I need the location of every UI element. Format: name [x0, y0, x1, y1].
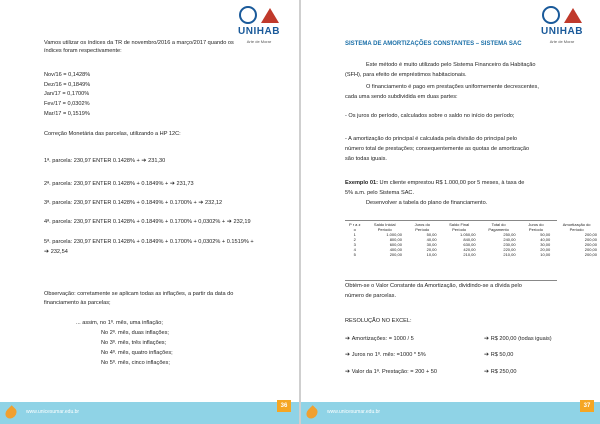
- month-line: No 4º. mês, quatro inflações;: [101, 350, 173, 356]
- calc-result: 232,19: [233, 219, 251, 225]
- table-cell: 600,00: [389, 242, 402, 247]
- leaf-icon: [304, 405, 320, 421]
- excel-value-row: [484, 352, 513, 359]
- arrow-right-icon: ➔: [198, 200, 206, 206]
- month-line: No 2º. mês, duas inflações;: [101, 330, 169, 336]
- resolucao-title: RESOLUÇÃO NO EXCEL:: [345, 318, 412, 324]
- bullet-juros: - Os juros do período, calculados sobre o saldo no início do período;: [345, 113, 515, 119]
- index-dez: Dez/16 = 0,1849%: [44, 82, 91, 88]
- table-cell: 200,00: [584, 232, 597, 237]
- assim-line: ... assim, no 1º. mês, uma inflação;: [76, 320, 163, 326]
- calc-result: 231,30: [148, 158, 166, 164]
- arrow-right-icon: ➔: [345, 369, 352, 375]
- table-cell: 840,00: [463, 237, 476, 242]
- table-cell: 4: [353, 247, 356, 252]
- table-cell: 1.050,00: [460, 232, 476, 237]
- index-jan: Jan/17 = 0,1700%: [44, 91, 90, 97]
- table-cell: 10,00: [540, 252, 551, 257]
- example-line-2: 5% a.m. pelo Sistema SAC.: [345, 190, 415, 196]
- excel-value: R$ 50,00: [490, 352, 514, 358]
- table-cell: 3: [353, 242, 356, 247]
- section-heading: SISTEMA DE AMORTIZAÇÕES CONSTANTES – SISTEMA SAC: [345, 41, 522, 47]
- calc-5-line-1: 5ª. parcela: 230,97 ENTER 0.1428% + 0.1849% + 0.1700% + 0,0302% + 0.1519% +: [44, 239, 254, 245]
- excel-row: [345, 369, 437, 376]
- table-cell: 1.000,00: [386, 232, 402, 237]
- paragraph-line: cada uma sendo subdividida em duas partes:: [345, 94, 458, 100]
- page-number: 37: [580, 400, 594, 412]
- month-line: No 3º. mês, três inflações;: [101, 340, 167, 346]
- sac-table: [345, 222, 600, 257]
- index-fev: Fev/17 = 0,0302%: [44, 101, 90, 107]
- calc-row: [44, 181, 194, 188]
- header-amortizacao: Amortização do Período: [562, 222, 591, 232]
- table-cell: 1: [353, 232, 356, 237]
- example-text: Um cliente emprestou R$ 1.000,00 por 5 meses, à taxa de: [377, 180, 525, 186]
- table-cell: 2: [353, 237, 356, 242]
- header-saldo-final: Saldo Final Período: [449, 222, 470, 232]
- arrow-right-icon: ➔: [44, 249, 51, 255]
- index-nov: Nov/16 = 0,1428%: [44, 72, 91, 78]
- bullet-amortizacao-line: número total de prestações; consequentemente as quotas de amortização: [345, 146, 530, 152]
- excel-label: Juros no 1º. mês: =1000 * 5%: [351, 352, 426, 358]
- table-cell: 210,00: [463, 252, 476, 257]
- calc-result: 232,54: [50, 249, 68, 255]
- table-cell: 10,00: [426, 252, 437, 257]
- logo-word: UNIHAB: [238, 26, 280, 37]
- table-cell: 210,00: [503, 252, 516, 257]
- obtem-line-2: número de parcelas.: [345, 293, 396, 299]
- example-label: Exemplo 01:: [345, 180, 378, 186]
- table-cell: 200,00: [389, 252, 402, 257]
- page-number: 36: [277, 400, 291, 412]
- table-cell: 50,00: [540, 232, 551, 237]
- arrow-right-icon: ➔: [484, 369, 491, 375]
- table-cell: 630,00: [463, 242, 476, 247]
- table-cell: 200,00: [584, 247, 597, 252]
- excel-value: R$ 250,00: [490, 369, 517, 375]
- header-saldo-inicial: Saldo Inicial Período: [373, 222, 396, 232]
- table-cell: 250,00: [503, 232, 516, 237]
- table-bottom-rule: [345, 280, 557, 281]
- footer-url[interactable]: www.unicesumar.edu.br: [327, 409, 381, 415]
- intro-line-2: índices foram respectivamente:: [44, 48, 122, 54]
- excel-label: Amortizações: = 1000 / 5: [351, 336, 414, 342]
- arrow-right-icon: ➔: [345, 336, 352, 342]
- excel-value-row: [484, 336, 552, 343]
- header-juros: Juros do Período: [414, 222, 430, 232]
- excel-label: Valor da 1ª. Prestação: = 200 + 50: [351, 369, 438, 375]
- table-cell: 200,00: [584, 237, 597, 242]
- table-cell: 5: [353, 252, 356, 257]
- page-footer: [0, 402, 299, 424]
- table-cell: 400,00: [389, 247, 402, 252]
- right-page: [301, 0, 600, 424]
- example-line-1: [345, 180, 524, 187]
- header-juros-2: Juros do Período: [528, 222, 544, 232]
- calc-text: 3ª. parcela: 230,97 ENTER 0.1428% + 0.1849% + 0.1700% +: [44, 200, 197, 206]
- obtem-line-1: Obtém-se o Valor Constante da Amortização, dividindo-se a dívida pelo: [345, 283, 522, 289]
- table-header-row: [345, 222, 600, 232]
- table-cell: 40,00: [540, 237, 551, 242]
- calc-row: [44, 219, 251, 226]
- table-cell: 200,00: [584, 252, 597, 257]
- table-cell: 230,00: [503, 242, 516, 247]
- arrow-right-icon: ➔: [484, 352, 491, 358]
- unihab-logo: [538, 6, 586, 50]
- calc-text: 4ª. parcela: 230,97 ENTER 0.1428% + 0.1849% + 0.1700% + 0,0302% +: [44, 219, 226, 225]
- table-cell: 240,00: [503, 237, 516, 242]
- left-page: [0, 0, 299, 424]
- excel-row: [345, 336, 414, 343]
- intro-line-1: Vamos utilizar os índices da TR de novembro/2016 a março/2017 quando os: [44, 40, 234, 46]
- excel-value: R$ 200,00 (todas iguais): [490, 336, 552, 342]
- bullet-amortizacao-line: - A amortização do principal é calculada pela divisão do principal pelo: [345, 136, 517, 142]
- correction-title: Correção Monetária das parcelas, utilizando a HP 12C:: [44, 131, 181, 137]
- header-total-pagamento: Total do Pagamento: [488, 222, 509, 232]
- house-circle-icon: [239, 6, 257, 24]
- table-row: [345, 252, 600, 257]
- arrow-right-icon: ➔: [484, 336, 491, 342]
- logo-subtitle: Arte de Morar: [246, 39, 272, 44]
- paragraph-line: (SFH), para efeito de empréstimos habitacionais.: [345, 72, 467, 78]
- calc-result: 232,12: [205, 200, 223, 206]
- table-cell: 30,00: [540, 242, 551, 247]
- unihab-logo: [235, 6, 283, 50]
- house-circle-icon: [542, 6, 560, 24]
- table-cell: 20,00: [540, 247, 551, 252]
- table-cell: 200,00: [584, 242, 597, 247]
- example-task: Desenvolver a tabela do plano de financiamento.: [366, 200, 488, 206]
- table-cell: 800,00: [389, 237, 402, 242]
- logo-subtitle: Arte de Morar: [549, 39, 575, 44]
- table-cell: 420,00: [463, 247, 476, 252]
- table-top-rule: [345, 220, 557, 221]
- excel-value-row: [484, 369, 517, 376]
- logo-word: UNIHAB: [541, 26, 583, 37]
- calc-row: [44, 200, 222, 207]
- arrow-right-icon: ➔: [226, 219, 234, 225]
- calc-text: 2ª. parcela: 230,97 ENTER 0.1428% + 0.1849% +: [44, 181, 169, 187]
- paragraph-line: Este método é muito utilizado pelo Sistema Financeiro da Habitação: [366, 62, 536, 68]
- calc-text: 1ª. parcela: 230,97 ENTER 0.1428% +: [44, 158, 140, 164]
- table-cell: 50,00: [426, 232, 437, 237]
- roof-triangle-icon: [564, 8, 582, 23]
- roof-triangle-icon: [261, 8, 279, 23]
- calc-5-line-2: [44, 249, 68, 256]
- table-cell: 220,00: [503, 247, 516, 252]
- footer-url[interactable]: www.unicesumar.edu.br: [26, 409, 80, 415]
- page-footer: [301, 402, 600, 424]
- excel-row: [345, 352, 426, 359]
- table-cell: 40,00: [426, 237, 437, 242]
- calc-row: [44, 158, 165, 165]
- bullet-amortizacao-line: são todas iguais.: [345, 156, 387, 162]
- index-mar: Mar/17 = 0,1519%: [44, 111, 90, 117]
- arrow-right-icon: ➔: [141, 158, 149, 164]
- observation-line-2: financiamento às parcelas;: [44, 300, 111, 306]
- table-cell: 20,00: [426, 247, 437, 252]
- observation-line-1: Observação: corretamente se aplicam todas as inflações, a partir da data do: [44, 291, 234, 297]
- arrow-right-icon: ➔: [169, 181, 177, 187]
- header-prazo: P r a z o: [349, 222, 361, 232]
- leaf-icon: [3, 405, 19, 421]
- table-cell: 30,00: [426, 242, 437, 247]
- arrow-right-icon: ➔: [345, 352, 352, 358]
- paragraph-line: O financiamento é pago em prestações uniformemente decrescentes,: [366, 84, 539, 90]
- month-line: No 5º. mês, cinco inflações;: [101, 360, 170, 366]
- calc-result: 231,73: [176, 181, 194, 187]
